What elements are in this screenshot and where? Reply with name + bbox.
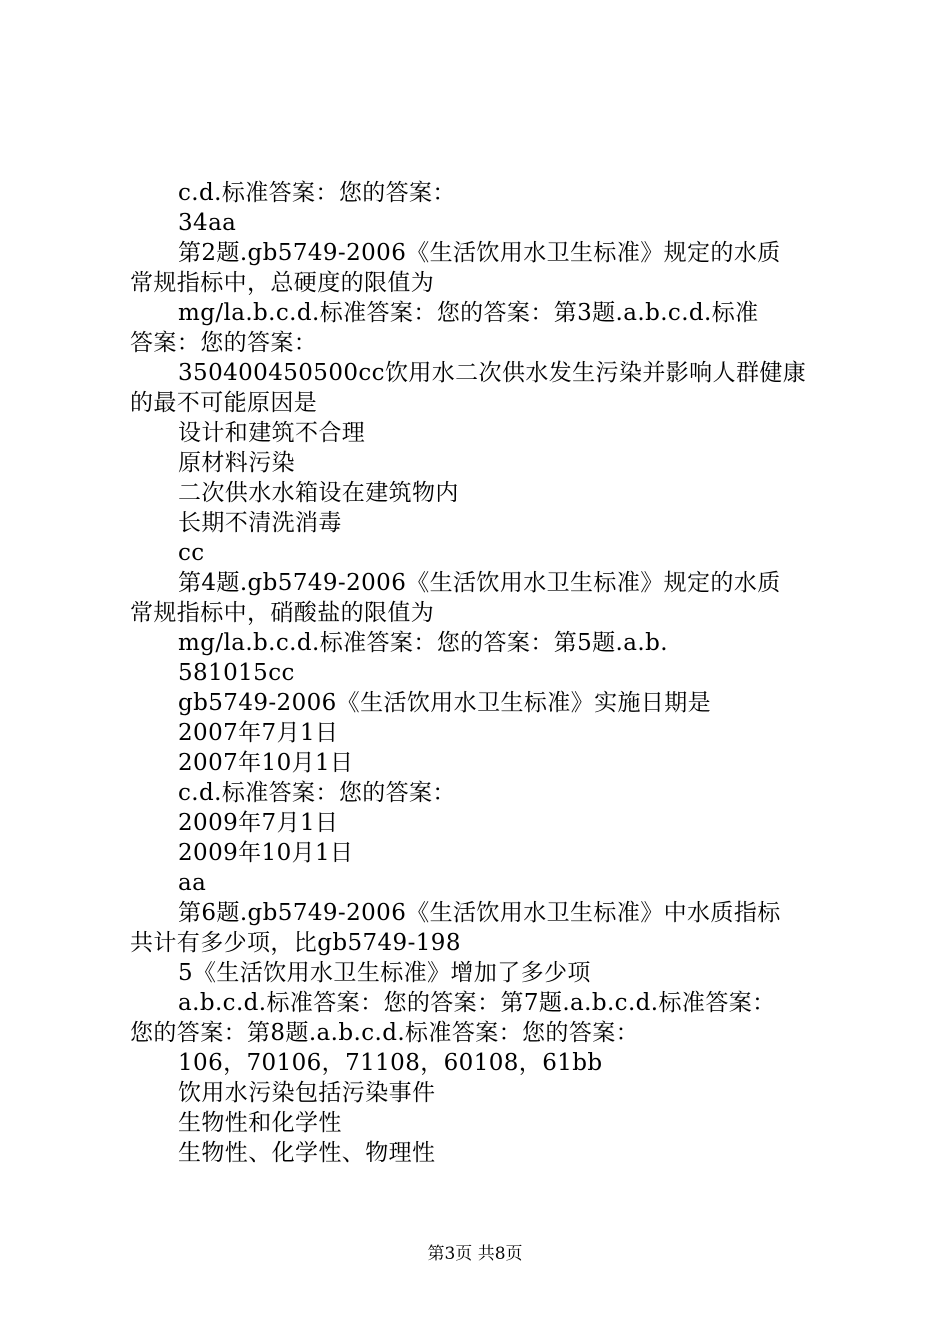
text-line: 581015cc (178, 660, 295, 686)
text-line: 350400450500cc饮用水二次供水发生污染并影响人群健康 (178, 360, 807, 386)
text-line: 饮用水污染包括污染事件 (178, 1080, 436, 1106)
page-number-label: 第3页 共8页 (427, 1244, 523, 1264)
page-footer (0, 1243, 950, 1265)
text-line: 共计有多少项，比gb5749-198 (130, 930, 461, 956)
text-line: aa (178, 870, 207, 896)
document-body (130, 178, 832, 1168)
option-line: 二次供水水箱设在建筑物内 (178, 480, 459, 506)
text-line: mg/la.b.c.d.标准答案：您的答案：第5题.a.b. (178, 630, 668, 656)
text-line: 常规指标中，硝酸盐的限值为 (130, 600, 435, 626)
text-line: 常规指标中，总硬度的限值为 (130, 270, 435, 296)
text-line: a.b.c.d.标准答案：您的答案：第7题.a.b.c.d.标准答案： (178, 990, 776, 1016)
text-line: 的最不可能原因是 (130, 390, 318, 416)
option-line: 2009年10月1日 (178, 840, 354, 866)
text-line: c.d.标准答案：您的答案： (178, 780, 456, 806)
option-line: 生物性、化学性、物理性 (178, 1140, 436, 1166)
text-line: 答案：您的答案： (130, 330, 318, 356)
option-line: 2009年7月1日 (178, 810, 339, 836)
question-line: 第4题.gb5749-2006《生活饮用水卫生标准》规定的水质 (178, 570, 781, 596)
option-line: 生物性和化学性 (178, 1110, 342, 1136)
text-line: mg/la.b.c.d.标准答案：您的答案：第3题.a.b.c.d.标准 (178, 300, 759, 326)
question-line: 第2题.gb5749-2006《生活饮用水卫生标准》规定的水质 (178, 240, 781, 266)
text-line: 106，70106，71108，60108，61bb (178, 1050, 603, 1076)
option-line: 原材料污染 (178, 450, 295, 476)
option-line: 设计和建筑不合理 (178, 420, 366, 446)
text-line: c.d.标准答案：您的答案： (178, 180, 456, 206)
text-line: cc (178, 540, 205, 566)
question-line: 第6题.gb5749-2006《生活饮用水卫生标准》中水质指标 (178, 900, 781, 926)
option-line: 2007年7月1日 (178, 720, 339, 746)
option-line: 2007年10月1日 (178, 750, 354, 776)
text-line: 5《生活饮用水卫生标准》增加了多少项 (178, 960, 591, 986)
text-line: 您的答案：第8题.a.b.c.d.标准答案：您的答案： (130, 1020, 640, 1046)
option-line: 长期不清洗消毒 (178, 510, 342, 536)
text-line: gb5749-2006《生活饮用水卫生标准》实施日期是 (178, 690, 712, 716)
text-line: 34aa (178, 210, 237, 236)
